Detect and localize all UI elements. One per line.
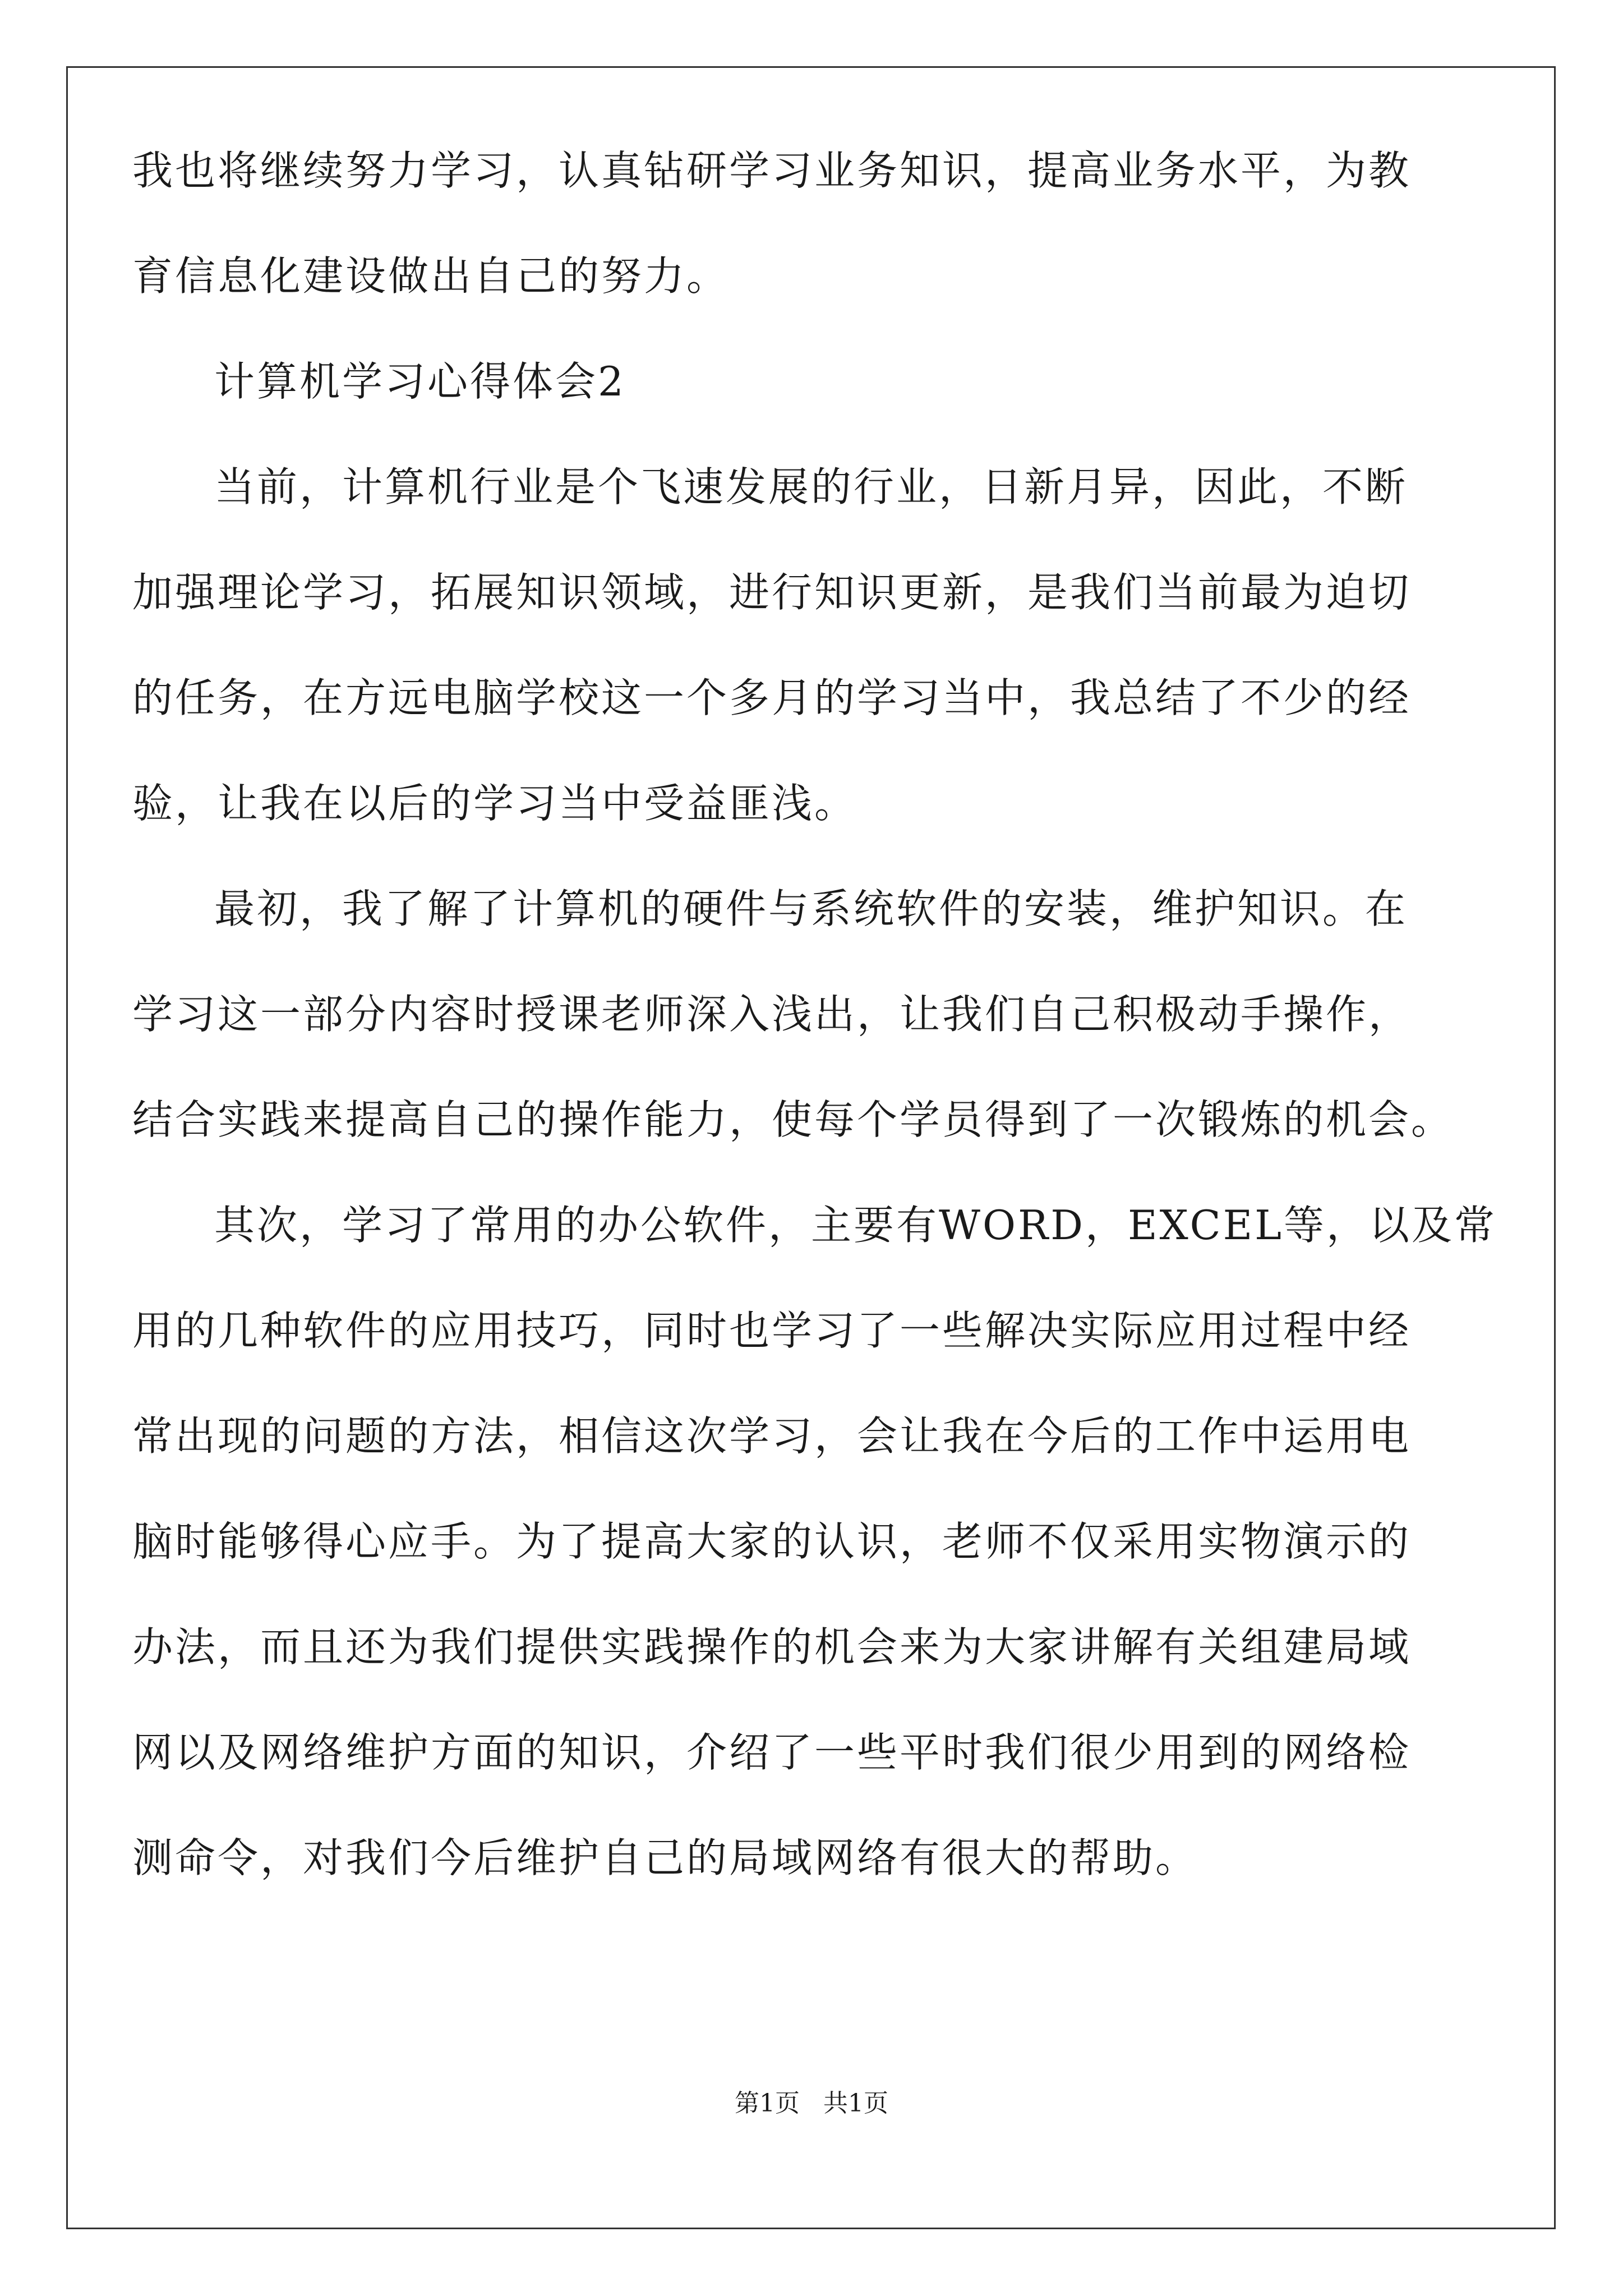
text-line: 我也将继续努力学习，认真钻研学习业务知识，提高业务水平，为教 — [132, 147, 1412, 194]
text-line: 网以及网络维护方面的知识，介绍了一些平时我们很少用到的网络检 — [132, 1729, 1412, 1776]
text-line: 加强理论学习，拓展知识领域，进行知识更新，是我们当前最为迫切 — [132, 569, 1412, 616]
text-line: 脑时能够得心应手。为了提高大家的认识，老师不仅采用实物演示的 — [132, 1518, 1412, 1565]
section-heading: 计算机学习心得体会2 — [214, 358, 626, 405]
text-line: 常出现的问题的方法，相信这次学习，会让我在今后的工作中运用电 — [132, 1412, 1412, 1460]
text-line: 办法，而且还为我们提供实践操作的机会来为大家讲解有关组建局域 — [132, 1623, 1412, 1671]
text-line: 的任务，在方远电脑学校这一个多月的学习当中，我总结了不少的经 — [132, 674, 1412, 721]
text-line: 用的几种软件的应用技巧，同时也学习了一些解决实际应用过程中经 — [132, 1307, 1412, 1354]
text-line: 验，让我在以后的学习当中受益匪浅。 — [132, 780, 857, 827]
text-line: 结合实践来提高自己的操作能力，使每个学员得到了一次锻炼的机会。 — [132, 1096, 1454, 1143]
page-number: 第1页 共1页 — [735, 2089, 888, 2118]
document-body — [132, 118, 1497, 1911]
text-line: 测命令，对我们今后维护自己的局域网络有很大的帮助。 — [132, 1834, 1198, 1881]
text-line: 当前，计算机行业是个飞速发展的行业，日新月异，因此，不断 — [214, 463, 1408, 510]
text-line: 学习这一部分内容时授课老师深入浅出，让我们自己积极动手操作， — [132, 991, 1412, 1038]
text-line: 育信息化建设做出自己的努力。 — [132, 252, 730, 300]
text-line: 其次，学习了常用的办公软件，主要有WORD，EXCEL等，以及常 — [214, 1202, 1497, 1249]
text-line: 最初，我了解了计算机的硬件与系统软件的安装，维护知识。在 — [214, 885, 1408, 932]
